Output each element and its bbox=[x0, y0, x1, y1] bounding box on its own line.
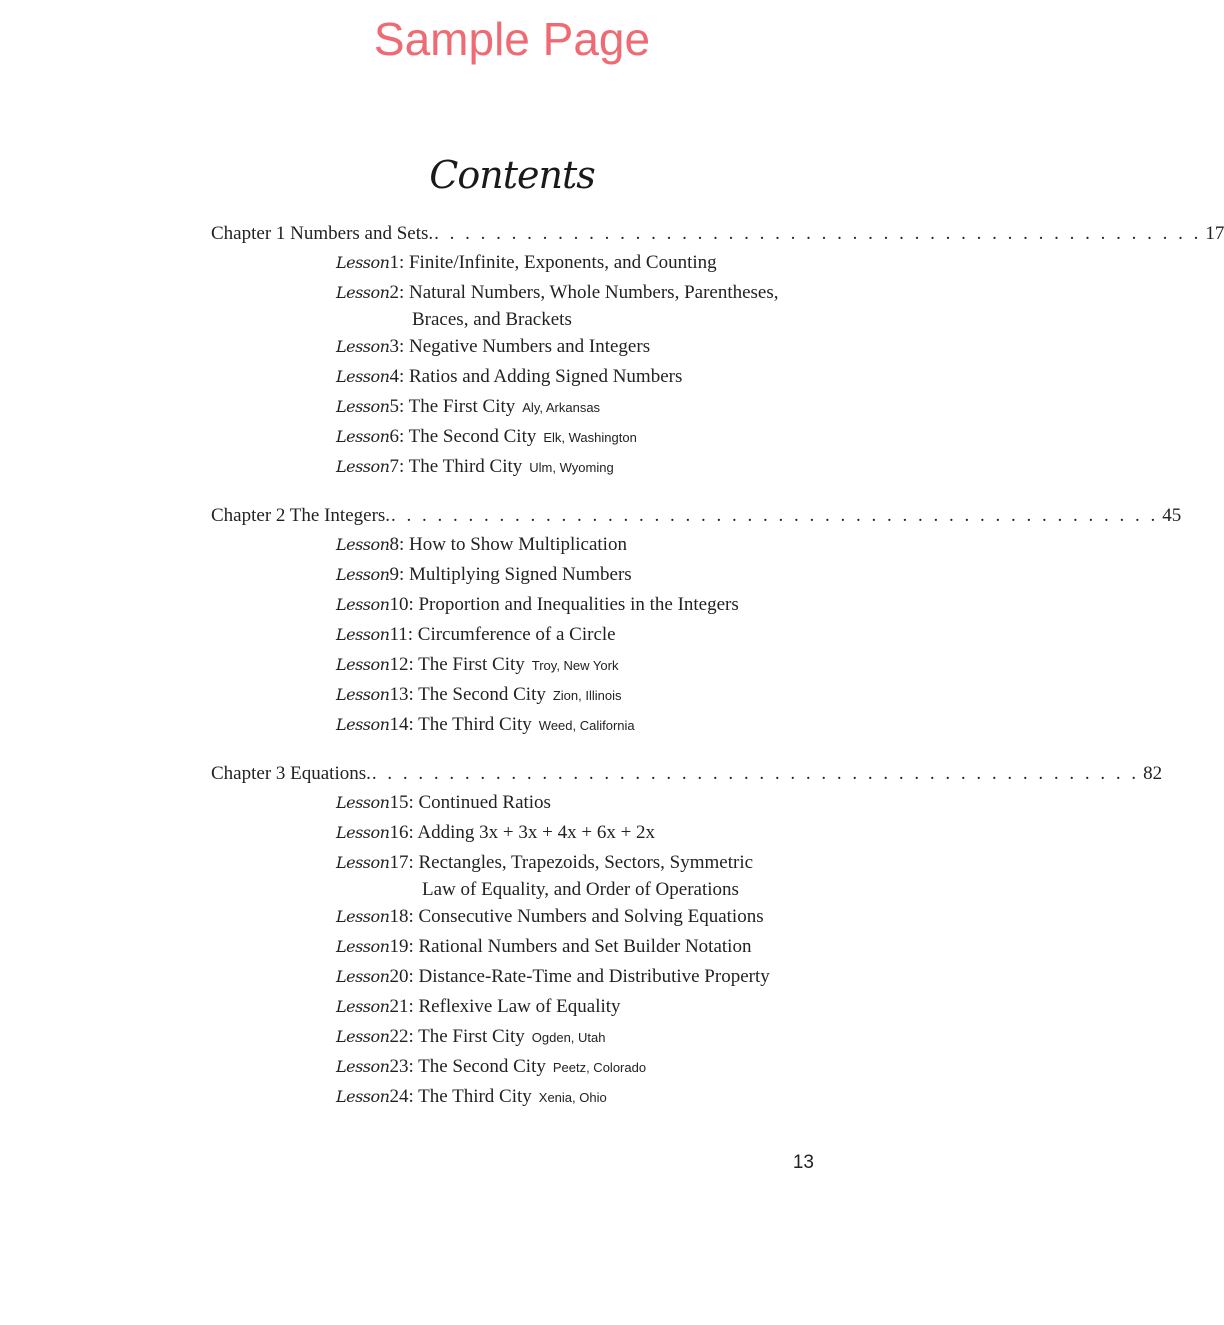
lesson-number: 22 bbox=[389, 1026, 409, 1047]
lesson-number: 2 bbox=[389, 282, 399, 303]
lesson-number: 20 bbox=[389, 966, 409, 987]
lesson-title: : Finite/Infinite, Exponents, and Counting bbox=[398, 252, 717, 273]
lesson-entry bbox=[336, 1024, 605, 1050]
lesson-entry bbox=[336, 790, 551, 816]
lesson-entry bbox=[336, 334, 650, 360]
lesson-number: 7 bbox=[389, 456, 399, 477]
lesson-entry bbox=[336, 424, 637, 450]
lesson-title-continuation: Braces, and Brackets bbox=[412, 309, 572, 330]
lesson-city: Zion, Illinois bbox=[552, 688, 622, 703]
lesson-number: 3 bbox=[389, 336, 399, 357]
lesson-number: 9 bbox=[389, 564, 399, 585]
lesson-title: : Ratios and Adding Signed Numbers bbox=[398, 366, 683, 387]
lesson-word: Lesson bbox=[336, 367, 390, 386]
chapter-page-number: 45 bbox=[1162, 505, 1182, 526]
lesson-entry bbox=[336, 964, 770, 990]
chapter-heading bbox=[211, 223, 1224, 249]
lesson-title: : Multiplying Signed Numbers bbox=[398, 564, 632, 585]
chapter-heading bbox=[211, 763, 1163, 789]
lesson-entry bbox=[336, 994, 621, 1020]
lesson-word: Lesson bbox=[336, 793, 390, 812]
lesson-title: : Adding 3x + 3x + 4x + 6x + 2x bbox=[408, 822, 656, 843]
lesson-word: Lesson bbox=[336, 565, 390, 584]
lesson-entry bbox=[336, 592, 739, 618]
lesson-title: : The Second City bbox=[398, 426, 537, 447]
lesson-word: Lesson bbox=[336, 253, 390, 272]
lesson-title: : The Third City bbox=[398, 456, 523, 477]
lesson-entry bbox=[336, 652, 618, 678]
lesson-city: Elk, Washington bbox=[543, 430, 637, 445]
lesson-title: : Continued Ratios bbox=[408, 792, 551, 813]
chapter-page-number: 82 bbox=[1143, 763, 1163, 784]
lesson-title: : Rational Numbers and Set Builder Notation bbox=[408, 936, 752, 957]
lesson-entry bbox=[336, 394, 600, 420]
lesson-number: 17 bbox=[389, 852, 409, 873]
lesson-city: Peetz, Colorado bbox=[552, 1060, 647, 1075]
lesson-entry bbox=[336, 682, 621, 708]
lesson-title: : Circumference of a Circle bbox=[407, 624, 616, 645]
lesson-number: 23 bbox=[389, 1056, 409, 1077]
lesson-number: 15 bbox=[389, 792, 409, 813]
page-title: Contents bbox=[429, 153, 595, 197]
lesson-number: 4 bbox=[389, 366, 399, 387]
lesson-word: Lesson bbox=[336, 457, 390, 476]
lesson-number: 18 bbox=[389, 906, 409, 927]
lesson-word: Lesson bbox=[336, 685, 390, 704]
lesson-city: Troy, New York bbox=[531, 658, 619, 673]
lesson-city: Weed, California bbox=[538, 718, 635, 733]
lesson-entry bbox=[336, 712, 635, 738]
lesson-entry bbox=[336, 454, 614, 480]
lesson-title-continuation: Law of Equality, and Order of Operations bbox=[422, 879, 739, 900]
lesson-word: Lesson bbox=[336, 535, 390, 554]
lesson-entry bbox=[336, 820, 655, 846]
dot-leader: . . . . . . . . . . . . . . . . . . . . . . . . . . . . . . . . . . . . . . . . . . . . . . . . . . bbox=[391, 505, 1159, 526]
lesson-number: 5 bbox=[389, 396, 399, 417]
lesson-title: : Distance-Rate-Time and Distributive Property bbox=[408, 966, 770, 987]
sample-page-watermark: Sample Page bbox=[373, 13, 651, 65]
lesson-entry bbox=[336, 250, 717, 276]
lesson-entry bbox=[336, 364, 682, 390]
lesson-word: Lesson bbox=[336, 655, 390, 674]
lesson-title: : The First City bbox=[408, 654, 525, 675]
lesson-word: Lesson bbox=[336, 1087, 390, 1106]
dot-leader: . . . . . . . . . . . . . . . . . . . . . . . . . . . . . . . . . . . . . . . . . . . . . . . . . . bbox=[371, 763, 1140, 784]
lesson-title: : The First City bbox=[408, 1026, 525, 1047]
lesson-word: Lesson bbox=[336, 823, 390, 842]
lesson-number: 14 bbox=[389, 714, 409, 735]
lesson-entry bbox=[336, 1084, 607, 1110]
lesson-title: : Negative Numbers and Integers bbox=[398, 336, 651, 357]
lesson-entry bbox=[336, 904, 764, 930]
dot-leader: . . . . . . . . . . . . . . . . . . . . . . . . . . . . . . . . . . . . . . . . . . . . . . . . . . bbox=[434, 223, 1202, 244]
lesson-title: : Proportion and Inequalities in the Integers bbox=[408, 594, 739, 615]
lesson-word: Lesson bbox=[336, 283, 390, 302]
lesson-entry bbox=[336, 1054, 646, 1080]
chapter-heading bbox=[211, 505, 1182, 531]
lesson-number: 16 bbox=[389, 822, 409, 843]
lesson-title: : Consecutive Numbers and Solving Equations bbox=[408, 906, 764, 927]
lesson-word: Lesson bbox=[336, 715, 390, 734]
lesson-city: Aly, Arkansas bbox=[522, 400, 601, 415]
lesson-word: Lesson bbox=[336, 1027, 390, 1046]
lesson-title: : Reflexive Law of Equality bbox=[408, 996, 621, 1017]
lesson-title: : How to Show Multiplication bbox=[398, 534, 627, 555]
lesson-word: Lesson bbox=[336, 937, 390, 956]
chapter-title: Chapter 3 Equations. bbox=[211, 763, 371, 784]
lesson-number: 19 bbox=[389, 936, 409, 957]
lesson-word: Lesson bbox=[336, 427, 390, 446]
lesson-city: Ogden, Utah bbox=[531, 1030, 606, 1045]
lesson-title: : Rectangles, Trapezoids, Sectors, Symmetric bbox=[408, 852, 754, 873]
lesson-entry bbox=[336, 934, 751, 960]
chapter-page-number: 17 bbox=[1205, 223, 1224, 244]
lesson-city: Ulm, Wyoming bbox=[529, 460, 614, 475]
lesson-number: 24 bbox=[389, 1086, 409, 1107]
lesson-title: : The Second City bbox=[408, 1056, 546, 1077]
page-number: 13 bbox=[792, 1152, 814, 1173]
chapter-title: Chapter 1 Numbers and Sets. bbox=[211, 223, 434, 244]
lesson-city: Xenia, Ohio bbox=[538, 1090, 607, 1105]
lesson-entry bbox=[336, 280, 779, 306]
lesson-number: 13 bbox=[389, 684, 409, 705]
lesson-number: 1 bbox=[389, 252, 399, 273]
lesson-title: : The Second City bbox=[408, 684, 546, 705]
lesson-entry bbox=[336, 532, 627, 558]
lesson-title: : The First City bbox=[398, 396, 516, 417]
lesson-word: Lesson bbox=[336, 397, 390, 416]
lesson-word: Lesson bbox=[336, 907, 390, 926]
lesson-word: Lesson bbox=[336, 625, 390, 644]
lesson-number: 6 bbox=[389, 426, 399, 447]
lesson-title: : Natural Numbers, Whole Numbers, Parentheses, bbox=[398, 282, 779, 303]
lesson-number: 11 bbox=[389, 624, 408, 645]
lesson-word: Lesson bbox=[336, 595, 390, 614]
lesson-entry bbox=[336, 850, 753, 876]
lesson-title: : The Third City bbox=[408, 714, 532, 735]
lesson-word: Lesson bbox=[336, 1057, 390, 1076]
chapter-title: Chapter 2 The Integers. bbox=[211, 505, 391, 526]
lesson-word: Lesson bbox=[336, 337, 390, 356]
lesson-word: Lesson bbox=[336, 997, 390, 1016]
lesson-number: 8 bbox=[389, 534, 399, 555]
lesson-number: 12 bbox=[389, 654, 409, 675]
lesson-entry bbox=[336, 622, 616, 648]
lesson-entry bbox=[336, 562, 632, 588]
lesson-word: Lesson bbox=[336, 967, 390, 986]
lesson-title: : The Third City bbox=[408, 1086, 532, 1107]
lesson-word: Lesson bbox=[336, 853, 390, 872]
lesson-number: 10 bbox=[389, 594, 409, 615]
lesson-number: 21 bbox=[389, 996, 409, 1017]
